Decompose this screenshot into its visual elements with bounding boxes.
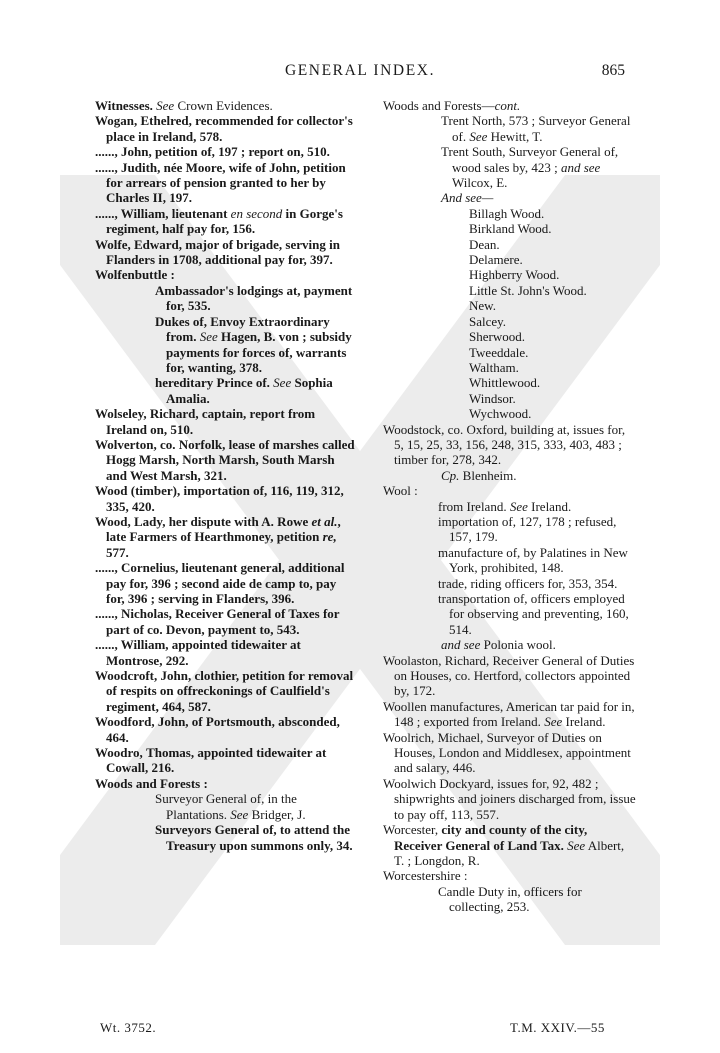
index-entry-woodcroft: Woodcroft, John, clothier, petition for removal of respits on offreckonings of Caulfield's regiment, 464, 587.	[95, 668, 354, 714]
index-subentry-wolfenbuttle-dukes: Dukes of, Envoy Extraordinary from. See Hagen, B. von ; subsidy payments for forces of, warrants for, wanting, 378.	[155, 313, 352, 375]
index-subentry-wolfenbuttle-lodgings: Ambassador's lodgings at, payment for, 535.	[155, 282, 353, 314]
index-column-left	[95, 98, 355, 853]
cross-ref-list-item: Billagh Wood.	[469, 205, 545, 221]
footer-warrant-number: Wt. 3752.	[100, 1020, 157, 1035]
cross-ref-list-item: New.	[469, 298, 496, 314]
index-subentry-wool-importation: importation of, 127, 178 ; refused, 157, 179.	[438, 513, 617, 545]
index-entry-wolverton: Wolverton, co. Norfolk, lease of marshes called Hogg Marsh, North Marsh, South Marsh and West Marsh, 321.	[95, 436, 355, 483]
cross-ref-list-item: Delamere.	[469, 252, 523, 268]
index-entry-woodford: Woodford, John, of Portsmouth, absconded, 464.	[95, 714, 340, 745]
footer-signature-mark: T.M. XXIV.—55	[510, 1020, 605, 1035]
index-entry-woolaston: Woolaston, Richard, Receiver General of Duties on Houses, co. Hertford, collectors appointed by, 172.	[383, 652, 635, 699]
index-entry-wolfe: Wolfe, Edward, major of brigade, serving in Flanders in 1708, additional pay for, 397.	[95, 236, 340, 268]
index-entry-wood-timber: Wood (timber), importation of, 116, 119, 312, 335, 420.	[95, 483, 344, 514]
index-entry-woollen: Woollen manufactures, American tar paid for in, 148 ; exported from Ireland. See Ireland.	[383, 698, 635, 730]
cross-ref-list-item: Salcey.	[469, 313, 507, 329]
cross-ref-list-item: Windsor.	[469, 390, 516, 406]
index-entry-woods-and-forests: Woods and Forests :	[95, 775, 208, 791]
cross-ref-list-item: Sherwood.	[469, 329, 525, 345]
page-header	[95, 62, 625, 84]
index-entry-wolseley: Wolseley, Richard, captain, report from Ireland on, 510.	[95, 406, 316, 437]
index-subentry-wool-ireland: from Ireland. See Ireland.	[438, 498, 572, 514]
index-entry-worcestershire: Worcestershire :	[383, 868, 468, 884]
index-subentry-wood-cornelius: ......, Cornelius, lieutenant general, additional pay for, 396 ; second aide de camp to, pay for, 396 ; serving in Flanders, 396.	[95, 560, 345, 606]
index-subentry-wool-transportation: transportation of, officers employed for observing and preventing, 160, 514.	[438, 591, 629, 637]
cross-ref-list-item: Whittlewood.	[469, 375, 541, 391]
cross-ref-list-item: Dean.	[469, 236, 500, 252]
index-and-see-wool: and see Polonia wool.	[441, 637, 556, 653]
index-entry-wolfenbuttle: Wolfenbuttle :	[95, 267, 175, 283]
index-subentry-trent-south: Trent South, Surveyor General of, wood sales by, 423 ; and see Wilcox, E.	[441, 144, 619, 191]
cross-ref-list-item: Tweeddale.	[469, 344, 529, 360]
index-subentry-wood-nicholas: ......, Nicholas, Receiver General of Taxes for part of co. Devon, payment to, 543.	[95, 606, 340, 637]
index-entry-witnesses: Witnesses. See Crown Evidences.	[95, 98, 273, 113]
index-entry-worcester: Worcester, city and county of the city, Receiver General of Land Tax. See Albert, T. ; Longdon, R.	[383, 822, 625, 868]
index-entry-woodstock: Woodstock, co. Oxford, building at, issues for, 5, 15, 25, 33, 156, 248, 315, 333, 403, 483 ; timber for, 278, 342.	[383, 421, 626, 468]
index-subentry-woods-plantations: Surveyor General of, in the Plantations. See Bridger, J.	[155, 791, 306, 822]
running-title: GENERAL INDEX.	[284, 62, 436, 79]
index-subentry-wogan-john: ......, John, petition of, 197 ; report on, 510.	[95, 144, 330, 160]
cross-ref-list-item: Wychwood.	[469, 406, 532, 422]
index-subentry-wood-william: ......, William, appointed tidewaiter at Montrose, 292.	[95, 637, 301, 668]
index-subentry-trent-north: Trent North, 573 ; Surveyor General of. See Hewitt, T.	[441, 113, 631, 144]
index-and-see-heading: And see—	[441, 190, 494, 206]
index-entry-woods-cont: Woods and Forests—cont.	[383, 98, 521, 113]
index-subentry-wogan-judith: ......, Judith, née Moore, wife of John, petition for arrears of pension granted to her by Charles II, 197.	[95, 159, 346, 206]
cross-ref-list-item: Birkland Wood.	[469, 221, 552, 237]
index-subentry-wolfenbuttle-prince: hereditary Prince of. See Sophia Amalia.	[155, 375, 333, 406]
index-entry-wool: Wool :	[383, 483, 418, 499]
index-entry-wood-lady: Wood, Lady, her dispute with A. Rowe et al., late Farmers of Hearthmoney, petition re, 577.	[95, 513, 341, 560]
index-subentry-worcestershire-candle: Candle Duty in, officers for collecting, 253.	[438, 883, 582, 915]
index-column-right	[383, 98, 636, 915]
index-subentry-woods-surveyors: Surveyors General of, to attend the Treasury upon summons only, 34.	[155, 822, 353, 853]
index-entry-woolwich: Woolwich Dockyard, issues for, 92, 482 ; shipwrights and joiners discharged from, issue to pay off, 113, 557.	[383, 775, 636, 822]
index-subentry-wogan-william: ......, William, lieutenant en second in Gorge's regiment, half pay for, 156.	[95, 205, 343, 237]
page-number: 865	[601, 62, 625, 79]
index-subentry-wool-trade: trade, riding officers for, 353, 354.	[438, 575, 618, 591]
index-entry-wogan: Wogan, Ethelred, recommended for collector's place in Ireland, 578.	[95, 113, 353, 144]
index-entry-woodro: Woodro, Thomas, appointed tidewaiter at Cowall, 216.	[95, 745, 327, 776]
cross-ref-list-item: Highberry Wood.	[469, 267, 560, 283]
index-subentry-wool-manufacture: manufacture of, by Palatines in New York, prohibited, 148.	[438, 544, 628, 576]
index-cp-woodstock: Cp. Blenheim.	[441, 467, 517, 483]
cross-ref-list-item: Little St. John's Wood.	[469, 282, 587, 298]
index-entry-woolrich: Woolrich, Michael, Surveyor of Duties on Houses, London and Middlesex, appointment and salary, 446.	[383, 729, 631, 776]
cross-ref-list-item: Waltham.	[469, 359, 519, 375]
